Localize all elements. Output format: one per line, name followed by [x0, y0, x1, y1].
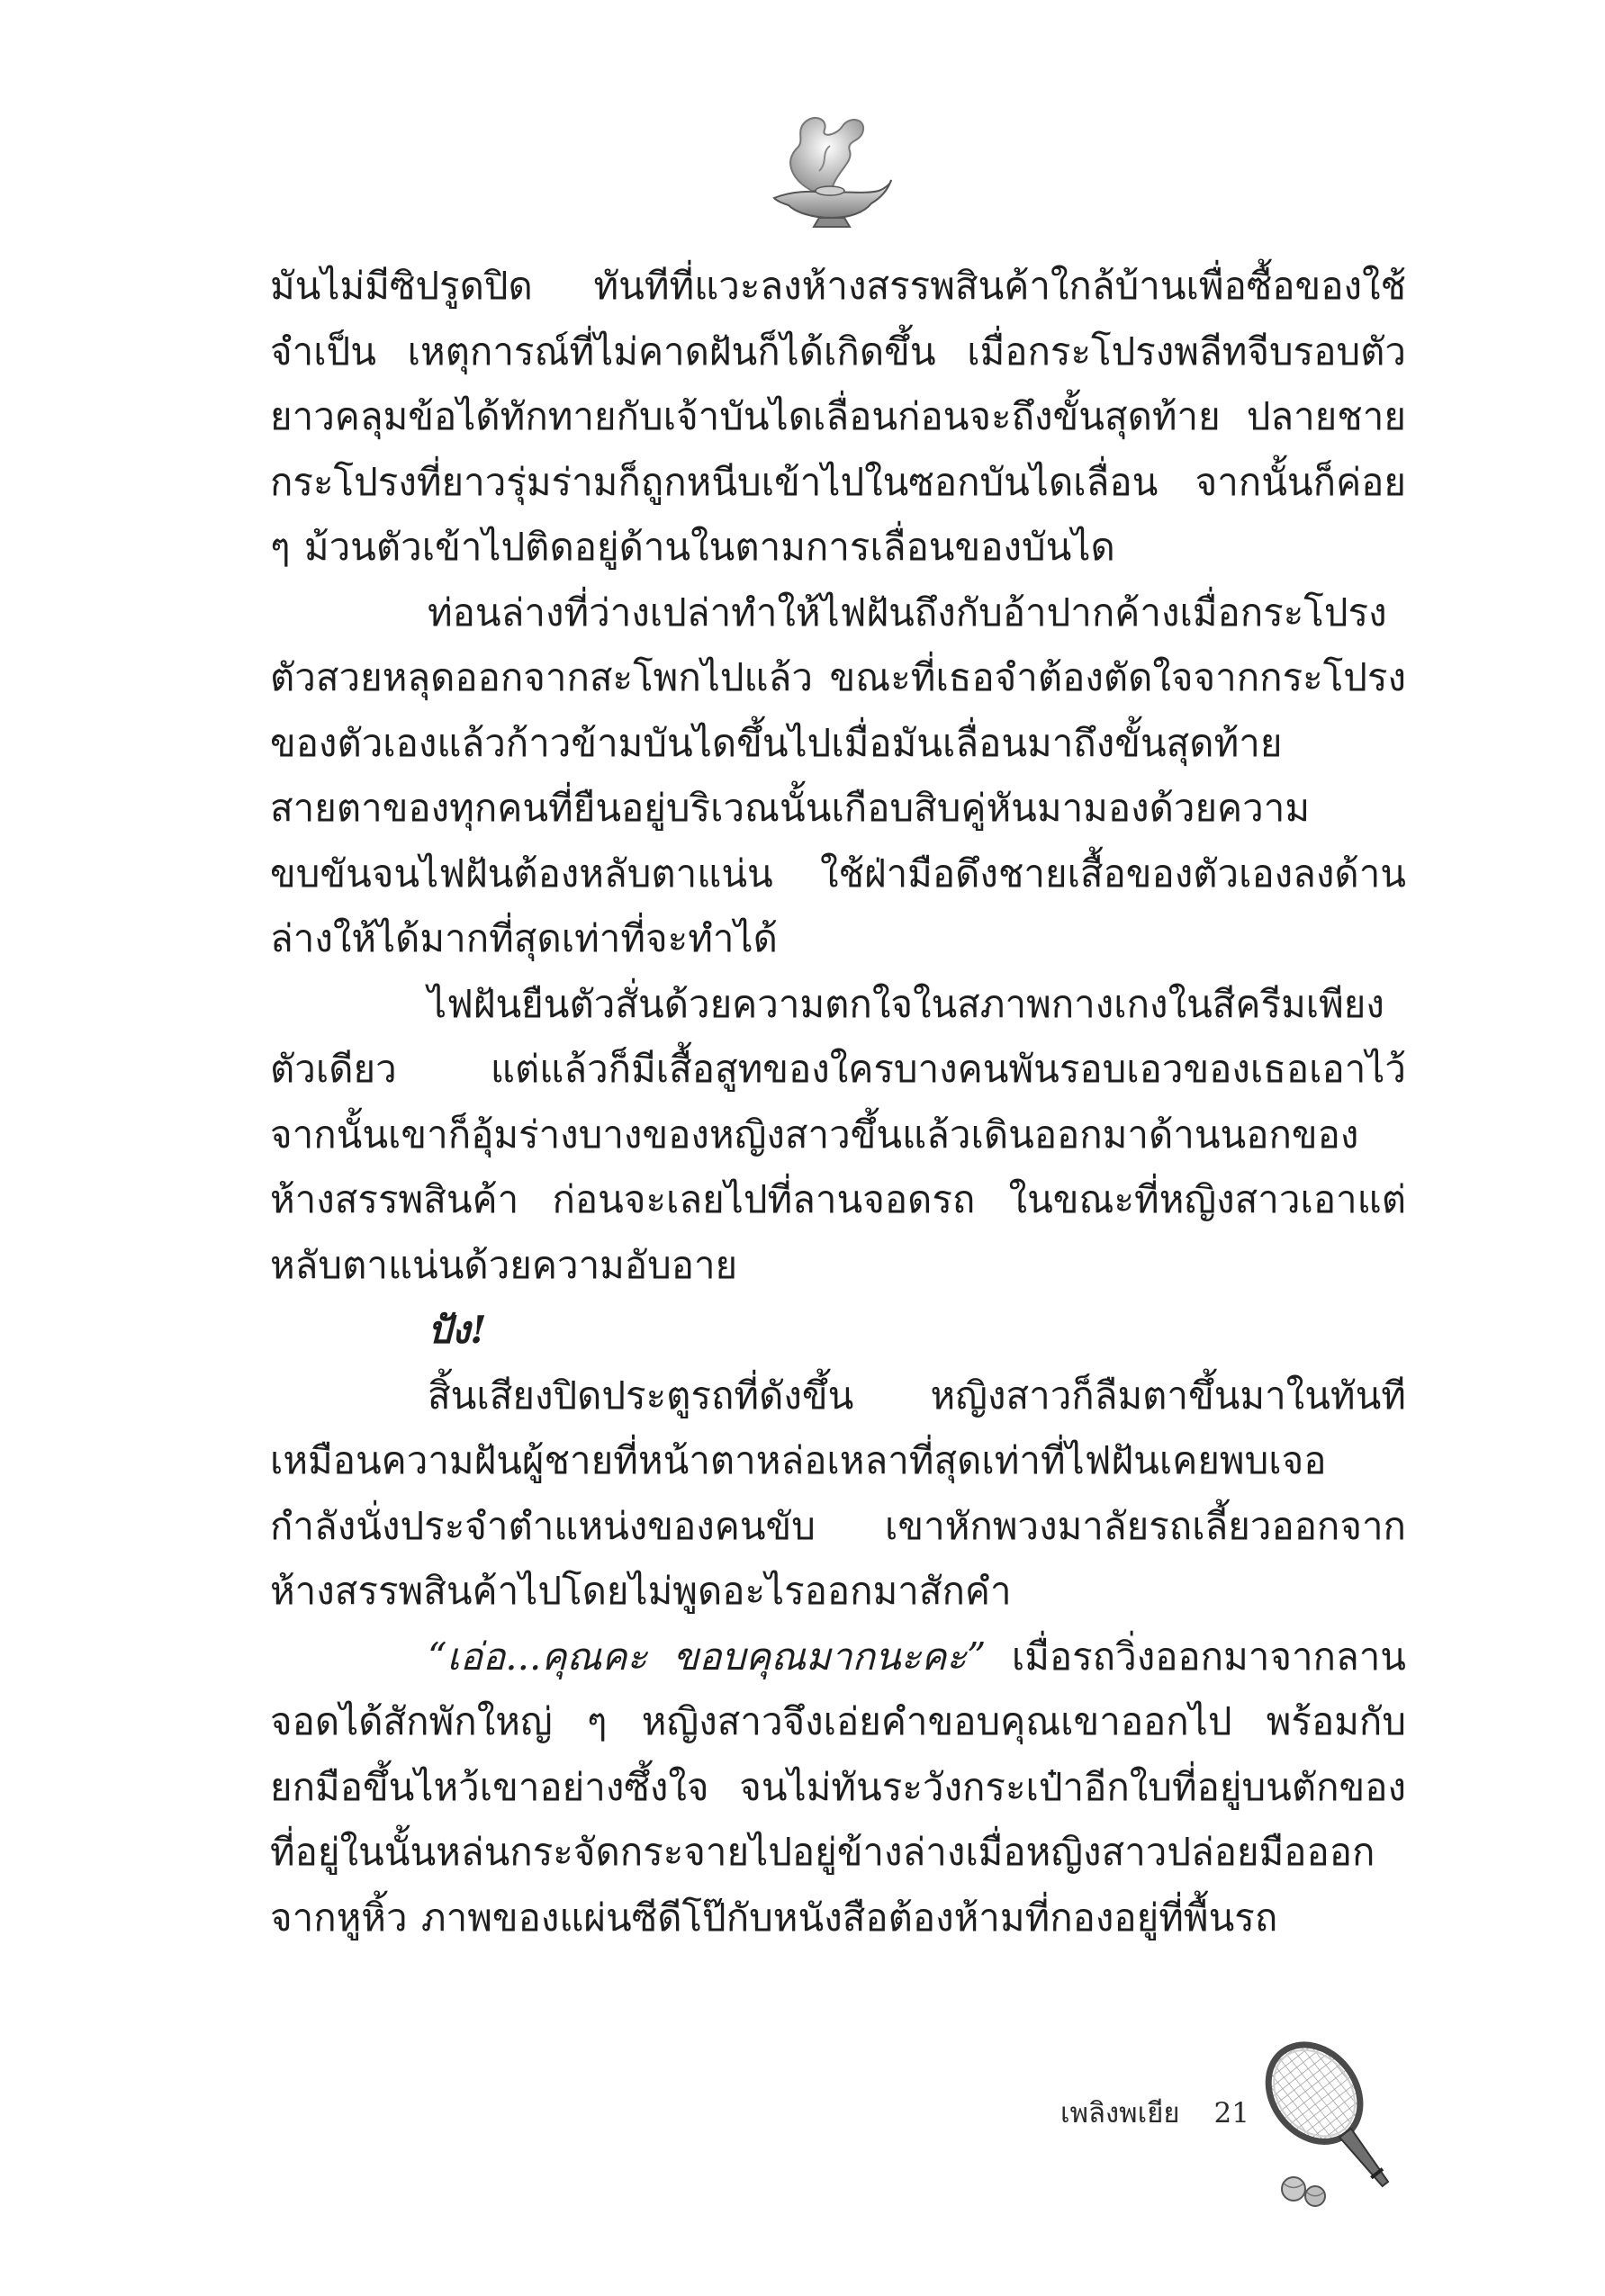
- paragraph-1: มันไม่มีซิปรูดปิด ทันทีที่แวะลงห้างสรรพสินค้าใกล้บ้านเพื่อซื้อของใช้จำเป็น เหตุการณ์ที่ไม่คาดฝันก็ได้เกิดขึ้น เมื่อกระโปรงพลีทจีบรอบตัวยาวคลุมข้อได้ทักทายกับเจ้าบันไดเลื่อนก่อนจะถึงขั้นสุดท้าย ปลายชายกระโปรงที่ยาวรุ่มร่ามก็ถูกหนีบเข้าไปในซอกบันไดเลื่อน จากนั้นก็ค่อย ๆ ม้วนตัวเข้าไปติดอยู่ด้านในตามการเลื่อนของบันได: [270, 264, 1406, 569]
- paragraph-2: ท่อนล่างที่ว่างเปล่าทำให้ไฟฝันถึงกับอ้าปากค้างเมื่อกระโปรงตัวสวยหลุดออกจากสะโพกไปแล้ว ขณะที่เธอจำต้องตัดใจจากกระโปรงของตัวเองแล้วก้าวข้ามบันไดขึ้นไปเมื่อมันเลื่อนมาถึงขั้นสุดท้าย สายตาของทุกคนที่ยืนอยู่บริเวณนั้นเกือบสิบคู่หันมามองด้วยความขบขันจนไฟฝันต้องหลับตาแน่น ใช้ฝ่ามือดึงชายเสื้อของตัวเองลงด้านล่างให้ได้มากที่สุดเท่าที่จะทำได้: [270, 590, 1406, 960]
- book-title: เพลิงพเยีย: [1060, 2097, 1180, 2129]
- page-footer: [1060, 2090, 1267, 2135]
- paragraph-6: [270, 1625, 1406, 1951]
- page-number: 21: [1213, 2097, 1249, 2129]
- tennis-racket-icon: [1256, 2036, 1413, 2211]
- genie-lamp-icon: [756, 108, 900, 234]
- dialogue-quote: “เอ่อ...คุณคะ ขอบคุณมากนะคะ”: [428, 1634, 987, 1679]
- paragraph-5: สิ้นเสียงปิดประตูรถที่ดังขึ้น หญิงสาวก็ลืมตาขึ้นมาในทันทีเหมือนความฝันผู้ชายที่หน้าตาหล่อเหลาที่สุดเท่าที่ไฟฝันเคยพบเจอกำลังนั่งประจำตำแหน่งของคนขับ เขาหักพวงมาลัยรถเลี้ยวออกจากห้างสรรพสินค้าไปโดยไม่พูดอะไรออกมาสักคำ: [270, 1373, 1406, 1613]
- paragraph-3: ไฟฝันยืนตัวสั่นด้วยความตกใจในสภาพกางเกงในสีครีมเพียงตัวเดียว แต่แล้วก็มีเสื้อสูทของใครบางคนพันรอบเอวของเธอเอาไว้ จากนั้นเขาก็อุ้มร่างบางของหญิงสาวขึ้นแล้วเดินออกมาด้านนอกของห้างสรรพสินค้า ก่อนจะเลยไปที่ลานจอดรถ ในขณะที่หญิงสาวเอาแต่หลับตาแน่นด้วยความอับอาย: [270, 981, 1406, 1287]
- sound-effect-line: ปัง!: [428, 1308, 487, 1352]
- page-body: [270, 254, 1406, 1950]
- paragraph-6-text: เมื่อรถวิ่งออกมาจากลานจอดได้สักพักใหญ่ ๆ หญิงสาวจึงเอ่ยคำขอบคุณเขาออกไป พร้อมกับยกมือขึ้นไหว้เขาอย่างซึ้งใจ จนไม่ทันระวังกระเป๋าอีกใบที่อยู่บนตักของที่อยู่ในนั้นหล่นกระจัดกระจายไปอยู่ข้างล่างเมื่อหญิงสาวปล่อยมือออกจากหูหิ้ว ภาพของแผ่นซีดีโป๊กับหนังสือต้องห้ามที่กองอยู่ที่พื้นรถ: [270, 1634, 1406, 1940]
